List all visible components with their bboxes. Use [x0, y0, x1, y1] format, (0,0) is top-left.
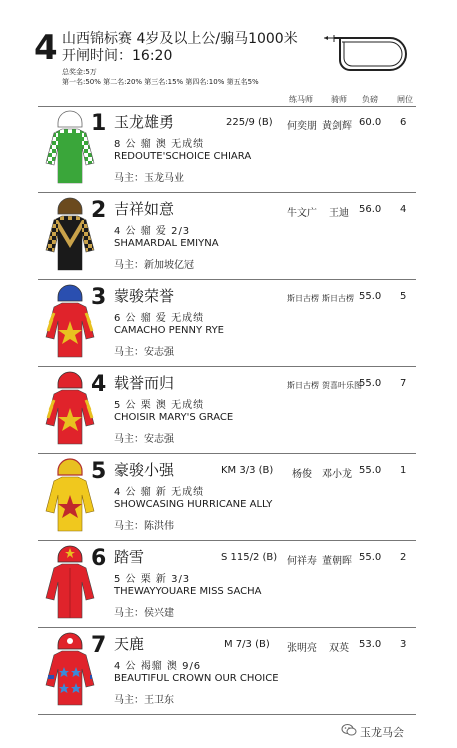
horse-details: 4 公 骝 爱 2/3: [114, 226, 191, 237]
col-header-weight: 负磅: [362, 95, 378, 104]
horse-name: 踏雪: [114, 548, 145, 566]
weight-value: 55.0: [359, 291, 382, 302]
horse-owner: 马主：新加坡亿冠: [114, 260, 194, 271]
prize-total: 总奖金:5万: [62, 68, 97, 76]
horse-details: 5 公 栗 新 3/3: [114, 574, 191, 585]
horse-name: 载誉而归: [114, 374, 175, 392]
trainer-name: 斯日古楞: [287, 381, 319, 390]
horse-owner: 马主：侯兴建: [114, 608, 174, 619]
horse-pedigree: BEAUTIFUL CROWN OUR CHOICE: [114, 673, 279, 684]
draw-value: 3: [400, 639, 407, 650]
col-header-trainer: 练马师: [289, 95, 313, 104]
col-header-jockey: 骑师: [331, 95, 347, 104]
runner-number: 4: [91, 372, 107, 397]
draw-value: 1: [400, 465, 407, 476]
horse-pedigree: CAMACHO PENNY RYE: [114, 325, 224, 336]
horse-owner: 马主：安志强: [114, 347, 174, 358]
trainer-name: 杨俊: [292, 469, 312, 480]
trainer-name: 何奕朋: [287, 121, 317, 132]
horse-pedigree: CHOISIR MARY'S GRACE: [114, 412, 234, 423]
horse-rating: M 7/3 (B): [224, 639, 270, 650]
weight-value: 53.0: [359, 639, 382, 650]
weight-value: 55.0: [359, 465, 382, 476]
weight-value: 60.0: [359, 117, 382, 128]
runner-entry-3: [38, 281, 416, 367]
jockey-name: 斯日古楞: [322, 294, 354, 303]
horse-details: 4 公 骝 新 无成绩: [114, 487, 205, 498]
trainer-name: 何祥寿: [287, 556, 317, 567]
wechat-icon: [341, 722, 357, 738]
runner-number: 1: [91, 111, 107, 136]
runner-number: 6: [91, 546, 107, 571]
runner-entry-7: [38, 629, 416, 715]
runner-number: 3: [91, 285, 107, 310]
jockey-name: 贺喜叶乐图: [322, 381, 362, 390]
draw-value: 4: [400, 204, 407, 215]
runner-number: 5: [91, 459, 107, 484]
track-diagram-icon: [320, 32, 415, 72]
race-start-time: 开闸时间：16:20: [62, 48, 173, 64]
jockey-name: 董朝晖: [322, 556, 352, 567]
horse-details: 8 公 骝 澳 无成绩: [114, 139, 205, 150]
weight-value: 56.0: [359, 204, 382, 215]
runner-entry-6: [38, 542, 416, 628]
horse-owner: 马主：陈洪伟: [114, 521, 174, 532]
horse-owner: 马主：王卫东: [114, 695, 174, 706]
trainer-name: 牛文广: [287, 208, 317, 219]
race-header: [0, 0, 457, 92]
horse-owner: 马主：玉龙马业: [114, 173, 184, 184]
jockey-name: 双英: [329, 643, 349, 654]
runner-entry-1: [38, 107, 416, 193]
trainer-name: 张明亮: [287, 643, 317, 654]
jockey-name: 黄剑辉: [322, 121, 352, 132]
prize-split: 第一名:50% 第二名:20% 第三名:15% 第四名:10% 第五名5%: [62, 78, 259, 86]
weight-value: 55.0: [359, 552, 382, 563]
runner-entry-2: [38, 194, 416, 280]
horse-pedigree: THEWAYYOUARE MISS SACHA: [114, 586, 262, 597]
watermark-label: 玉龙马会: [360, 726, 404, 739]
horse-owner: 马主：安志强: [114, 434, 174, 445]
col-header-draw: 闸位: [397, 95, 413, 104]
trainer-name: 斯日古楞: [287, 294, 319, 303]
draw-value: 7: [400, 378, 407, 389]
weight-value: 55.0: [359, 378, 382, 389]
draw-value: 6: [400, 117, 407, 128]
horse-name: 豪骏小强: [114, 461, 175, 479]
horse-pedigree: SHOWCASING HURRICANE ALLY: [114, 499, 273, 510]
horse-rating: 225/9 (B): [226, 117, 273, 128]
race-title: 山西锦标赛 4岁及以上公/骟马1000米: [62, 31, 298, 47]
horse-details: 4 公 褐骝 澳 9/6: [114, 661, 202, 672]
horse-name: 玉龙雄勇: [114, 113, 175, 131]
horse-name: 蒙骏荣誉: [114, 287, 175, 305]
jockey-name: 邓小龙: [322, 469, 352, 480]
runner-entry-5: [38, 455, 416, 541]
horse-details: 5 公 栗 澳 无成绩: [114, 400, 205, 411]
runner-number: 2: [91, 198, 107, 223]
horse-details: 6 公 骝 爱 无成绩: [114, 313, 205, 324]
race-number: 4: [34, 28, 58, 68]
horse-rating: KM 3/3 (B): [221, 465, 274, 476]
horse-pedigree: REDOUTE'SCHOICE CHIARA: [114, 151, 252, 162]
horse-name: 天鹿: [114, 635, 145, 653]
horse-pedigree: SHAMARDAL EMIYNA: [114, 238, 219, 249]
runner-number: 7: [91, 633, 107, 658]
draw-value: 5: [400, 291, 407, 302]
draw-value: 2: [400, 552, 407, 563]
horse-name: 吉祥如意: [114, 200, 175, 218]
horse-rating: S 115/2 (B): [221, 552, 278, 563]
runner-entry-4: [38, 368, 416, 454]
jockey-name: 王迪: [329, 208, 349, 219]
